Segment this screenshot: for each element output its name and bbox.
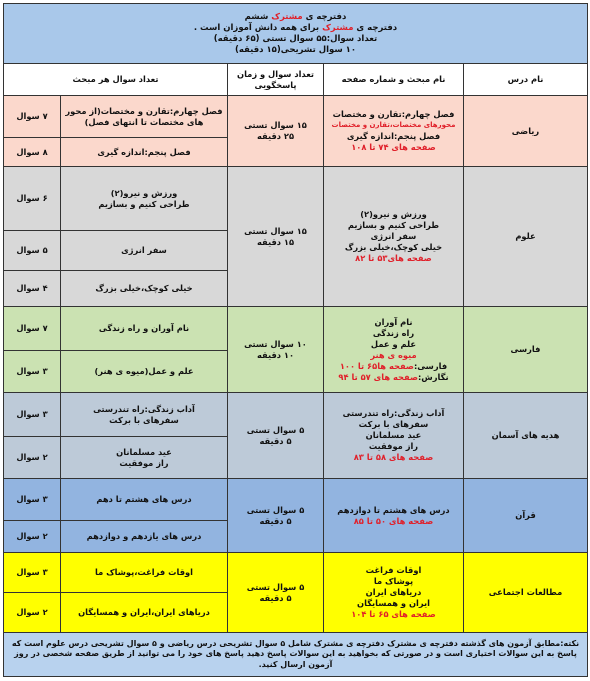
unit-science-3: خیلی کوچک،خیلی بزرگ — [61, 271, 228, 307]
unit-farsi-1: نام آوران و راه زندگی — [61, 307, 228, 351]
unit-science-3-count: ۴ سوال — [4, 271, 61, 307]
unit-science-1-count: ۶ سوال — [4, 167, 61, 231]
booklet-header — [4, 4, 588, 64]
lesson-math: ریاضی — [464, 96, 588, 167]
count-time-social: ۵ سوال تستی ۵ دقیقه — [228, 553, 324, 633]
unit-math-1-count: ۷ سوال — [4, 96, 61, 138]
unit-farsi-2-count: ۳ سوال — [4, 351, 61, 393]
unit-science-2-count: ۵ سوال — [4, 231, 61, 271]
col-header-topic: نام مبحث و شماره صفحه — [324, 64, 464, 96]
lesson-quran: قرآن — [464, 479, 588, 553]
col-header-count-time: تعداد سوال و زمان پاسخگویی — [228, 64, 324, 96]
count-time-farsi: ۱۰ سوال تستی ۱۰ دقیقه — [228, 307, 324, 393]
count-time-science: ۱۵ سوال تستی ۱۵ دقیقه — [228, 167, 324, 307]
unit-science-2: سفر انرژی — [61, 231, 228, 271]
unit-quran-1: درس های هشتم تا دهم — [61, 479, 228, 521]
footer-note-text: مطابق آزمون های گذشته دفترچه ی مشترک دفترچه ی مشترک شامل ۵ سوال تشریحی درس ریاضی و ۵ سوال تشریحی درس علوم است که پاسخ به این سوالات اختیاری است و در صورتی که بخواهید به این سوالات پاسخ دهید پاسخ های خود را می توانید از طریق صفحه شخصی در روز آزمون ارسال کنید. — [11, 638, 577, 669]
unit-social-1: اوقات فراغت،پوشاک ما — [61, 553, 228, 593]
col-header-lesson: نام درس — [464, 64, 588, 96]
topic-science: ورزش و نیرو(۲) طراحی کنیم و بسازیم سفر انرژی خیلی کوچک،خیلی بزرگ صفحه های۵۳ تا ۸۲ — [324, 167, 464, 307]
count-time-quran: ۵ سوال تستی ۵ دقیقه — [228, 479, 324, 553]
lesson-hediyeh: هدیه های آسمان — [464, 393, 588, 479]
header-line-3: تعداد سوال:۵۵ سوال تستی (۶۵ دقیقه) — [213, 33, 378, 44]
unit-hediyeh-2-count: ۲ سوال — [4, 437, 61, 479]
unit-hediyeh-1: آداب زندگی:راه تندرستی سفرهای با برکت — [61, 393, 228, 437]
topic-math: فصل چهارم:تقارن و مختصات محورهای مختصات،تقارن و مختصات فصل پنجم:اندازه گیری صفحه های ۷۴ تا ۱۰۸ — [324, 96, 464, 167]
unit-farsi-1-count: ۷ سوال — [4, 307, 61, 351]
footer-note — [4, 633, 588, 677]
unit-social-2-count: ۲ سوال — [4, 593, 61, 633]
topic-quran: درس های هشتم تا دوازدهم صفحه های ۵۰ تا ۸۵ — [324, 479, 464, 553]
topic-hediyeh: آداب زندگی:راه تندرستی سفرهای با برکت عید مسلمانان راز موفقیت صفحه های ۵۸ تا ۸۳ — [324, 393, 464, 479]
topic-farsi: نام آوران راه زندگی علم و عمل میوه ی هنر فارسی:صفحه ها۶۵ تا ۱۰۰ نگارش:صفحه های ۵۷ تا ۹۴ — [324, 307, 464, 393]
header-line-1: دفترچه ی مشترک ششم — [244, 11, 347, 22]
exam-schedule-table — [3, 3, 588, 677]
unit-hediyeh-1-count: ۳ سوال — [4, 393, 61, 437]
lesson-social: مطالعات اجتماعی — [464, 553, 588, 633]
unit-social-1-count: ۳ سوال — [4, 553, 61, 593]
topic-social: اوقات فراغت پوشاک ما دریاهای ایران ایران و همسایگان صفحه های ۶۵ تا ۱۰۴ — [324, 553, 464, 633]
unit-quran-1-count: ۳ سوال — [4, 479, 61, 521]
lesson-science: علوم — [464, 167, 588, 307]
count-time-hediyeh: ۵ سوال تستی ۵ دقیقه — [228, 393, 324, 479]
header-line-2: دفترچه ی مشترک برای همه دانش آموزان است . — [193, 22, 398, 33]
unit-quran-2-count: ۲ سوال — [4, 521, 61, 553]
footer-note-label: نکته: — [560, 638, 580, 648]
unit-social-2: دریاهای ایران،ایران و همسایگان — [61, 593, 228, 633]
unit-math-2: فصل پنجم:اندازه گیری — [61, 138, 228, 167]
lesson-farsi: فارسی — [464, 307, 588, 393]
unit-math-1: فصل چهارم:تقارن و مختصات(از محور های مختصات تا انتهای فصل) — [61, 96, 228, 138]
unit-science-1: ورزش و نیرو(۲) طراحی کنیم و بسازیم — [61, 167, 228, 231]
unit-farsi-2: علم و عمل(میوه ی هنر) — [61, 351, 228, 393]
unit-math-2-count: ۸ سوال — [4, 138, 61, 167]
unit-quran-2: درس های یازدهم و دوازدهم — [61, 521, 228, 553]
count-time-math: ۱۵ سوال تستی ۲۵ دقیقه — [228, 96, 324, 167]
header-line-4: ۱۰ سوال تشریحی(۱۵ دقیقه) — [234, 44, 357, 55]
unit-hediyeh-2: عید مسلمانان راز موفقیت — [61, 437, 228, 479]
col-header-per-topic: تعداد سوال هر مبحث — [4, 64, 228, 96]
